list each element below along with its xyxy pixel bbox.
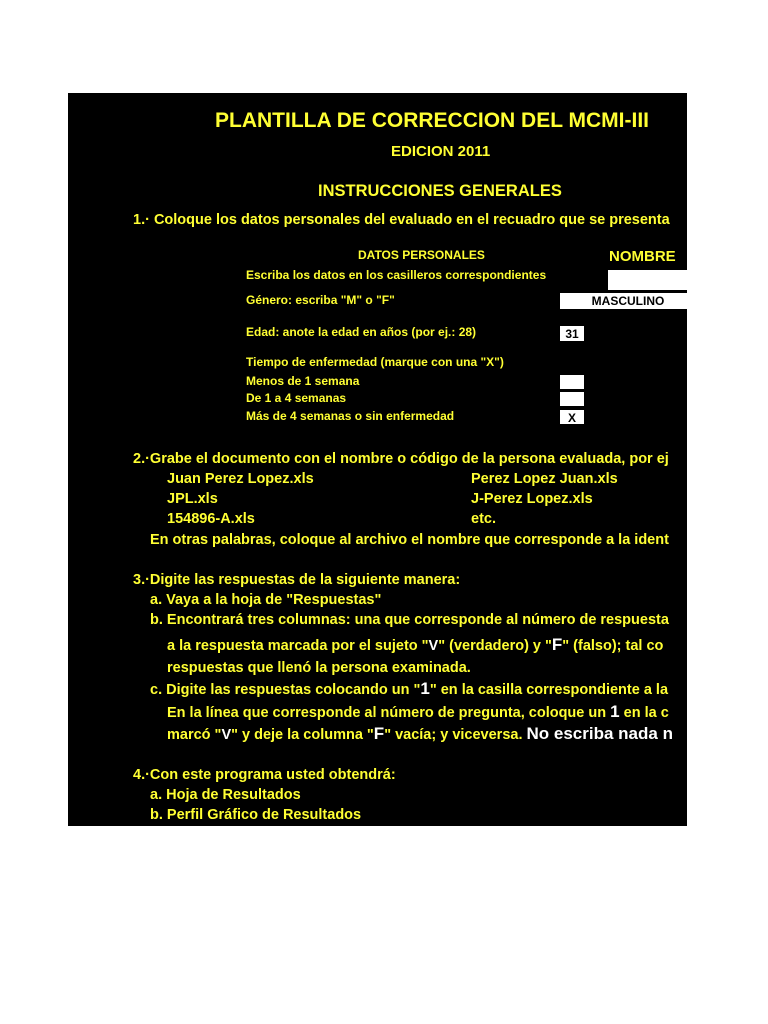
edad-label: Edad: anote la edad en años (por ej.: 28) (246, 325, 477, 339)
genero-label: Género: escriba "M" o "F" (246, 293, 395, 307)
step3-b3: respuestas que llenó la persona examinada. (167, 660, 471, 676)
edad-field[interactable]: 31 (559, 325, 585, 342)
page-title: PLANTILLA DE CORRECCION DEL MCMI-III (215, 109, 649, 132)
spreadsheet-sheet (68, 93, 687, 826)
opt2-label: De 1 a 4 semanas (246, 391, 347, 405)
step2-text: 2.·Grabe el documento con el nombre o código de la persona evaluada, por ej (133, 451, 669, 467)
step3-text: 3.·Digite las respuestas de la siguiente manera: (133, 572, 461, 588)
genero-field[interactable]: MASCULINO (559, 292, 687, 310)
tiempo-label: Tiempo de enfermedad (marque con una "X") (246, 355, 504, 369)
example-3: 154896-A.xls (167, 511, 255, 527)
escriba-text: Escriba los datos en los casilleros correspondientes (246, 268, 547, 282)
example-6: etc. (471, 511, 496, 527)
datos-personales-title: DATOS PERSONALES (358, 248, 485, 262)
edition-label: EDICION 2011 (391, 143, 491, 160)
example-2: JPL.xls (167, 491, 218, 507)
step4-b: b. Perfil Gráfico de Resultados (150, 807, 362, 823)
instructions-title: INSTRUCCIONES GENERALES (318, 182, 562, 200)
step4-text: 4.·Con este programa usted obtendrá: (133, 767, 396, 783)
step3-c: c. Digite las respuestas colocando un "1" en la casilla correspondiente a la (150, 679, 669, 698)
example-4: Perez Lopez Juan.xls (471, 471, 618, 487)
opt1-field[interactable] (559, 374, 585, 390)
opt2-field[interactable] (559, 391, 585, 407)
step4-a: a. Hoja de Resultados (150, 787, 301, 803)
step3-c2: En la línea que corresponde al número de pregunta, coloque un 1 en la c (167, 702, 669, 721)
step3-a: a. Vaya a la hoja de "Respuestas" (150, 592, 382, 608)
step3-b: b. Encontrará tres columnas: una que corresponde al número de respuesta (150, 612, 669, 628)
opt3-field[interactable]: X (559, 409, 585, 425)
nombre-field[interactable] (607, 269, 687, 291)
example-5: J-Perez Lopez.xls (471, 491, 593, 507)
step3-c3: marcó "V" y deje la columna "F" vacía; y viceversa. No escriba nada n (167, 724, 673, 743)
nombre-label: NOMBRE (609, 248, 676, 265)
opt1-label: Menos de 1 semana (246, 374, 360, 388)
step3-b2: a la respuesta marcada por el sujeto "V" (verdadero) y "F" (falso); tal co (167, 635, 664, 654)
step1-text: 1.· Coloque los datos personales del evaluado en el recuadro que se presenta (133, 212, 670, 228)
example-1: Juan Perez Lopez.xls (167, 471, 314, 487)
opt3-label: Más de 4 semanas o sin enfermedad (246, 409, 455, 423)
step2-note: En otras palabras, coloque al archivo el nombre que corresponde a la ident (150, 532, 669, 548)
